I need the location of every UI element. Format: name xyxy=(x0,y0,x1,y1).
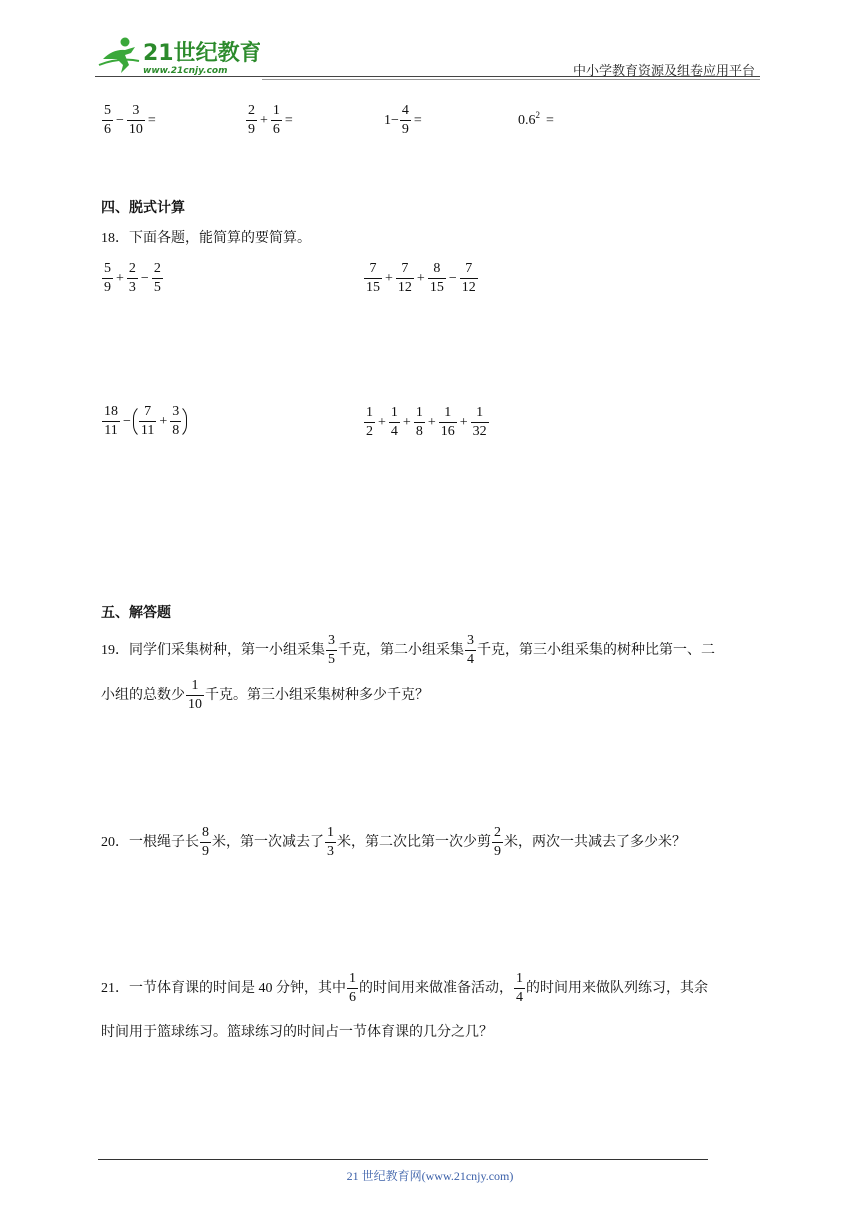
site-logo xyxy=(95,35,260,77)
expr-18-3: $\frac{18}{11}$ − $\frac{7}{11}$ + $\frac{3}{8}$ xyxy=(101,404,187,439)
top-expr-1: $\frac{5}{6}$ − $\frac{3}{10}$ = xyxy=(104,103,156,137)
header-platform-text: 中小学教育资源及组卷应用平台 xyxy=(572,63,755,78)
expr-18-1: $\frac{5}{9}$ + $\frac{2}{3}$ − $\frac{2}{5}$ xyxy=(104,261,161,295)
section-4-title: 四、脱式计算 xyxy=(101,200,185,216)
footer-divider xyxy=(98,1159,708,1160)
logo-main-text: 21世纪教育 xyxy=(143,41,260,66)
header-divider xyxy=(95,76,760,77)
question-19-line-1: 19．同学们采集树种，第一小组采集 $\frac{3}{5}$ 千克，第二小组采集 $\frac{3}{4}$ 千克，第三小组采集的树种比第一、二 xyxy=(101,633,715,667)
question-21-line-2: 时间用于篮球练习。篮球练习的时间占一节体育课的几分之几？ xyxy=(101,1025,493,1040)
top-expr-4: 0.6 $^2$ = xyxy=(518,110,554,128)
top-expr-3: 1− $\frac{4}{9}$ = xyxy=(384,103,422,137)
footer-text[interactable]: 21 世纪教育网(www.21cnjy.com) xyxy=(346,1169,514,1183)
question-20: 20．一根绳子长 $\frac{8}{9}$ 米，第一次减去了 $\frac{1}{3}$ 米，第二次比第一次少剪 $\frac{2}{9}$ 米，两次一共减去了多少米？ xyxy=(101,825,686,859)
top-expr-2: $\frac{2}{9}$ + $\frac{1}{6}$ = xyxy=(248,103,293,137)
logo-sub-text: www.21cnjy.com xyxy=(143,66,228,76)
header-divider-secondary xyxy=(262,79,760,80)
runner-logo-icon xyxy=(95,35,260,77)
expr-18-4: $\frac{1}{2}$ + $\frac{1}{4}$ + $\frac{1}{8}$ + $\frac{1}{16}$ + $\frac{1}{32}$ xyxy=(366,405,487,439)
question-19-line-2: 小组的总数少 $\frac{1}{10}$ 千克。第三小组采集树种多少千克？ xyxy=(101,678,429,712)
section-5-title: 五、解答题 xyxy=(101,605,171,621)
question-18: 18．下面各题，能简算的要简算。 xyxy=(101,231,311,246)
question-21-line-1: 21．一节体育课的时间是 40 分钟，其中 $\frac{1}{6}$ 的时间用来做准备活动， $\frac{1}{4}$ 的时间用来做队列练习，其余 xyxy=(101,971,708,1005)
expr-18-2: $\frac{7}{15}$ + $\frac{7}{12}$ + $\frac{8}{15}$ − $\frac{7}{12}$ xyxy=(366,261,476,295)
parentheses-group: $\frac{7}{11}$ + $\frac{3}{8}$ xyxy=(133,404,187,439)
